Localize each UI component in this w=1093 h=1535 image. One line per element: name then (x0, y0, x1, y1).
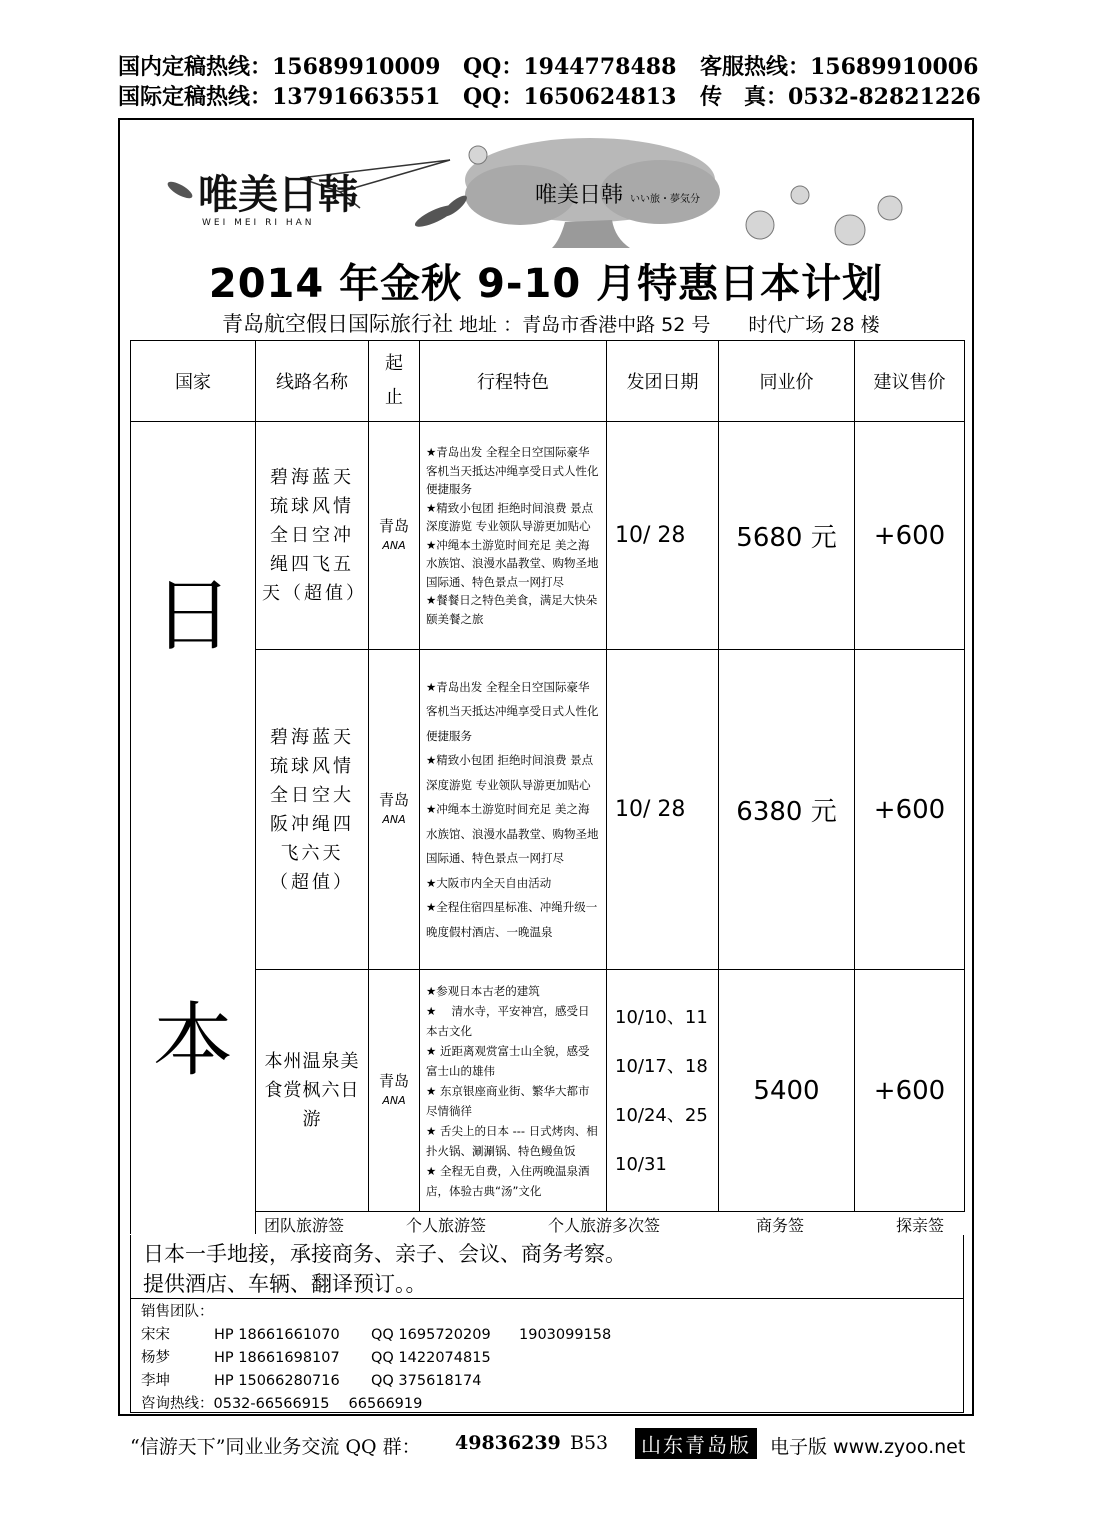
banner-slogan: 唯美日韩 (535, 183, 624, 208)
sales-team-block (130, 1298, 964, 1413)
table-row (131, 650, 965, 970)
trade-price: 6380 元 (719, 650, 855, 970)
date-cell: 10/ 28 (607, 650, 719, 970)
col-header-country: 国家 (131, 341, 256, 422)
table-header-row (131, 341, 965, 422)
visa-family: 探亲签 (896, 1216, 945, 1235)
sales-heading: 销售团队： (141, 1304, 214, 1320)
plan-table (130, 340, 965, 1234)
visa-group: 团队旅游签 (264, 1216, 345, 1235)
depart-cell: 青岛 ANA (369, 422, 420, 650)
sales-member: 宋宋 HP 18661661070 QQ 1695720209 1903099158 (141, 1327, 612, 1343)
services-block (130, 1235, 964, 1299)
sales-member: 杨梦 HP 18661698107 QQ 1422074815 (141, 1350, 491, 1366)
route-name: 碧海蓝天琉球风情全日空冲绳四飞五天（超值） (256, 422, 369, 650)
visa-row (131, 1212, 965, 1235)
visa-multi: 个人旅游多次签 (548, 1216, 661, 1235)
date-cell: 10/ 28 (607, 422, 719, 650)
domestic-qq: QQ：1944778488 (463, 54, 677, 80)
features-cell: ★参观日本古老的建筑 ★ 清水寺，平安神宫，感受日本古文化 ★ 近距离观赏富士山全貌，感受富士山的雄伟 ★ 东京银座商业街、繁华大都市尽情徜徉 ★ 舌尖上的日本 --- 日式烤肉、相扑火锅、涮涮锅、特色鳗鱼饭 ★ 全程无自费，入住两晚温泉酒店，体验古典“汤”文化 (420, 970, 607, 1212)
services-line-2: 提供酒店、车辆、翻译预订。。 (143, 1272, 427, 1296)
visa-bar-cell (256, 1212, 965, 1235)
sales-member: 李坤 HP 15066280716 QQ 375618174 (141, 1373, 482, 1389)
suggested-price: +600 (855, 970, 965, 1212)
agency-address: 地址 ：青岛市香港中路 52 号 时代广场 28 楼 (459, 314, 880, 336)
col-header-price: 同业价 (719, 341, 855, 422)
footer-edition: 山东青岛版 (635, 1428, 757, 1459)
col-header-suggest: 建议售价 (855, 341, 965, 422)
col-header-date: 发团日期 (607, 341, 719, 422)
table-row (131, 422, 965, 650)
visa-individual: 个人旅游签 (406, 1216, 487, 1235)
route-name: 碧海蓝天琉球风情全日空大阪冲绳四飞六天（超值） (256, 650, 369, 970)
features-cell: ★青岛出发 全程全日空国际豪华客机当天抵达冲绳享受日式人性化便捷服务 ★精致小包团 拒绝时间浪费 景点深度游览 专业领队导游更加贴心 ★冲绳本土游览时间充足 美之海水族馆、浪漫水晶教堂、购物圣地国际通、特色景点一网打尽 ★餐餐日之特色美食，满足大快朵颐美餐之旅 (420, 422, 607, 650)
visa-types (256, 1212, 965, 1234)
footer-page: B53 (570, 1432, 609, 1454)
intl-hotline: 国际定稿热线：13791663551 (118, 84, 441, 110)
logo-banner (160, 130, 940, 248)
visa-business: 商务签 (756, 1216, 805, 1235)
suggested-price: +600 (855, 650, 965, 970)
brand-logo-pinyin: WEI MEI RI HAN (202, 218, 315, 228)
table-row (131, 970, 965, 1212)
date-cell: 10/10、11 10/17、18 10/24、25 10/31 (607, 970, 719, 1212)
features-cell: ★青岛出发 全程全日空国际豪华客机当天抵达冲绳享受日式人性化便捷服务 ★精致小包团 拒绝时间浪费 景点深度游览 专业领队导游更加贴心 ★冲绳本土游览时间充足 美之海水族馆、浪漫水晶教堂、购物圣地国际通、特色景点一网打尽 ★大阪市内全天自由活动 ★全程住宿四星标准、冲绳升级一晚度假村酒店、一晚温泉 (420, 650, 607, 970)
col-header-features: 行程特色 (420, 341, 607, 422)
col-header-depart: 起止 (369, 341, 420, 422)
footer-qq-group: 49836239 (455, 1432, 561, 1454)
footer (130, 1428, 990, 1460)
footer-exchange: “信游天下”同业业务交流 QQ 群： (130, 1436, 421, 1458)
brand-logo-cn: 唯美日韩 (198, 171, 358, 218)
country-cell (131, 422, 256, 1235)
suggested-price: +600 (855, 422, 965, 650)
trade-price: 5680 元 (719, 422, 855, 650)
banner-slogan-jp: いい旅・夢気分 (630, 194, 700, 205)
country-char-bottom: 本 (153, 993, 233, 1087)
intl-qq: QQ：1650624813 (463, 84, 677, 110)
col-header-route: 线路名称 (256, 341, 369, 422)
agency-line (222, 308, 880, 338)
page-title: 2014 年金秋 9-10 月特惠日本计划 (208, 261, 884, 307)
trade-price: 5400 (719, 970, 855, 1212)
services-line-1: 日本一手地接，承接商务、亲子、会议、商务考察。 (143, 1242, 626, 1266)
agency-name: 青岛航空假日国际旅行社 (222, 312, 453, 336)
route-name: 本州温泉美食赏枫六日游 (256, 970, 369, 1212)
depart-cell: 青岛 ANA (369, 970, 420, 1212)
fax-line: 传 真：0532-82821226 (700, 84, 981, 110)
depart-cell: 青岛 ANA (369, 650, 420, 970)
domestic-hotline: 国内定稿热线：15689910009 (118, 54, 441, 80)
footer-site: 电子版 www.zyoo.net (770, 1436, 966, 1458)
consult-hotline: 咨询热线：0532-66566915 66566919 (141, 1396, 423, 1412)
service-hotline: 客服热线：15689910006 (700, 54, 979, 80)
country-char-top: 日 (153, 568, 233, 662)
